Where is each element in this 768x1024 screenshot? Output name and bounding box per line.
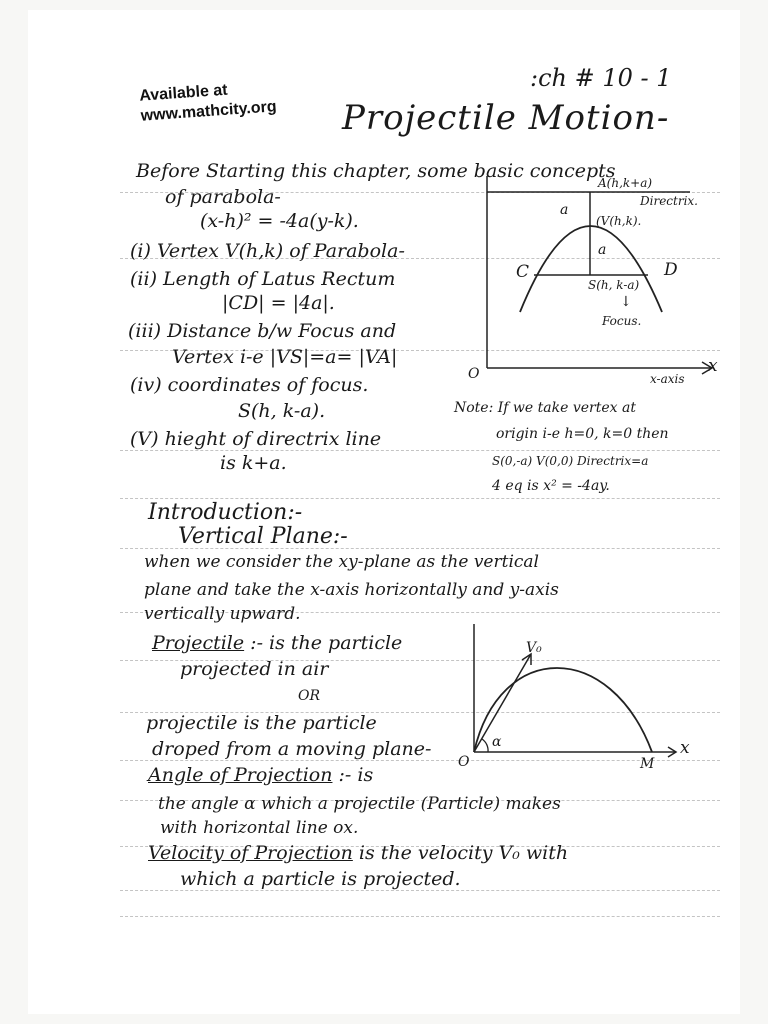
a-top-label: a: [560, 202, 569, 218]
page-title: Projectile Motion-: [342, 98, 670, 138]
traj-end-label: M: [640, 756, 655, 772]
alpha-label: α: [492, 734, 502, 750]
intro-line: (ii) Length of Latus Rectum: [130, 268, 396, 290]
projectile-def-rest: :- is the particle: [250, 632, 403, 654]
intro-line: Vertex i-e |VS|=a= |VA|: [172, 346, 398, 368]
traj-origin-label: O: [458, 754, 470, 770]
vertical-plane-text: plane and take the x-axis horizontally and y-axis: [144, 580, 559, 600]
point-c-label: C: [516, 262, 530, 282]
note-line: S(0,-a) V(0,0) Directrix=a: [492, 454, 649, 468]
angle-arc: [482, 739, 488, 752]
section-heading: Introduction:-: [148, 500, 303, 525]
point-a-label: A(h,k+a): [598, 176, 653, 190]
section-subheading: Vertical Plane:-: [178, 524, 348, 549]
x-letter-label: x: [708, 356, 718, 376]
directrix-label: Directrix.: [640, 194, 698, 208]
v0-label: V₀: [526, 640, 542, 656]
intro-line: (iii) Distance b/w Focus and: [128, 320, 397, 342]
vertical-plane-text: when we consider the xy-plane as the vertical: [144, 552, 539, 572]
angle-definition: [148, 764, 373, 786]
watermark-line2: www.mathcity.org: [140, 98, 278, 125]
intro-line: is k+a.: [220, 452, 287, 474]
angle-def-rest: :- is: [338, 764, 374, 786]
intro-line: |CD| = |4a|.: [222, 292, 335, 314]
velocity-vector: [474, 654, 531, 752]
a-mid-label: a: [598, 242, 607, 258]
x-axis-label: x-axis: [650, 372, 685, 386]
note-line: origin i-e h=0, k=0 then: [496, 426, 669, 442]
or-label: OR: [298, 688, 321, 704]
velocity-term: Velocity of Projection: [148, 842, 353, 864]
focus-label: S(h, k-a): [588, 278, 640, 292]
intro-line: (V) hieght of directrix line: [130, 428, 382, 450]
projectile-term: Projectile: [152, 632, 245, 654]
projectile-line: projectile is the particle: [146, 712, 377, 734]
angle-line: with horizontal line ox.: [160, 818, 359, 838]
velocity-line: which a particle is projected.: [180, 868, 461, 890]
traj-x-label: x: [680, 738, 690, 758]
angle-line: the angle α which a projectile (Particle) makes: [158, 794, 561, 814]
watermark-line1: Available at: [138, 81, 229, 105]
origin-label: O: [468, 366, 480, 382]
chapter-number: :ch # 10 - 1: [530, 64, 672, 92]
parabola-equation: (x-h)² = -4a(y-k).: [200, 210, 359, 232]
vertical-plane-text: vertically upward.: [144, 604, 301, 624]
projectile-line: projected in air: [180, 658, 329, 680]
intro-line: S(h, k-a).: [238, 400, 326, 422]
note-line: 4 eq is x² = -4ay.: [492, 478, 610, 494]
intro-line: Before Starting this chapter, some basic concepts: [136, 160, 616, 182]
note-line: Note: If we take vertex at: [454, 400, 636, 416]
point-d-label: D: [664, 260, 678, 280]
velocity-definition: [148, 842, 568, 864]
angle-term: Angle of Projection: [148, 764, 333, 786]
intro-line: (i) Vertex V(h,k) of Parabola-: [130, 240, 405, 262]
intro-line: (iv) coordinates of focus.: [130, 374, 369, 396]
velocity-def-rest: is the velocity V₀ with: [358, 842, 569, 864]
projectile-line: droped from a moving plane-: [152, 738, 432, 760]
intro-line: of parabola-: [165, 186, 281, 208]
focus-word: Focus.: [602, 314, 642, 328]
focus-arrow: ↓: [620, 294, 632, 310]
vertex-label: (V(h,k).: [596, 214, 642, 228]
